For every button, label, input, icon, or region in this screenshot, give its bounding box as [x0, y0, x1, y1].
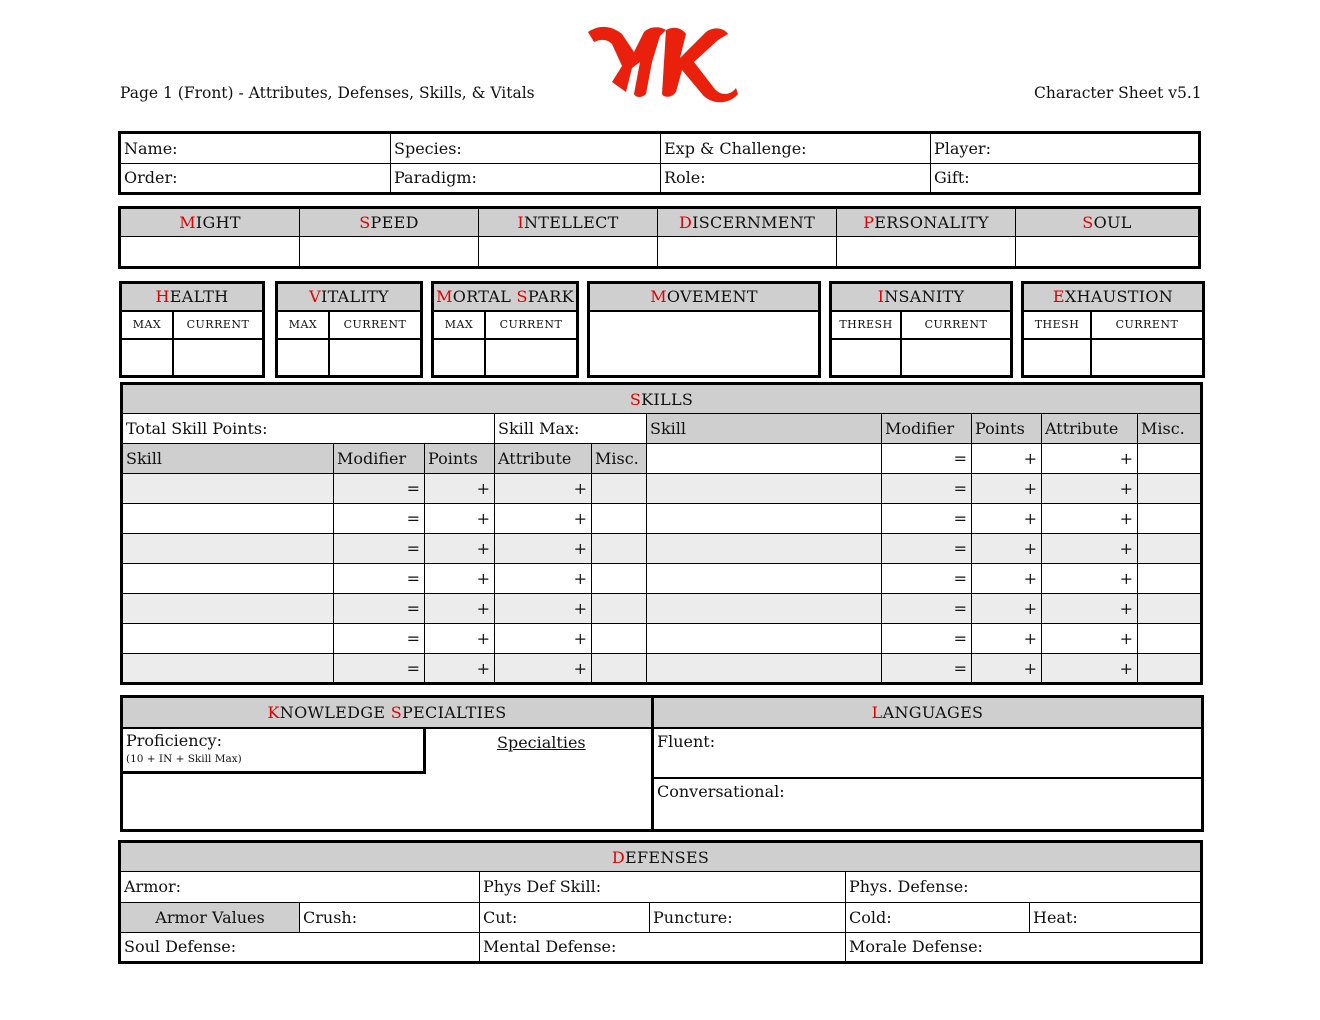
skill-name-input[interactable] — [647, 564, 882, 594]
mortal-spark-current-label: CURRENT — [499, 318, 563, 331]
skill-points-input[interactable]: + — [425, 564, 495, 594]
skill-attribute-input[interactable]: + — [1042, 534, 1138, 564]
paradigm-field[interactable]: Paradigm: — [391, 163, 661, 194]
skill-points-input[interactable]: + — [972, 504, 1042, 534]
skill-misc-input[interactable] — [1138, 654, 1202, 684]
skill-misc-input[interactable] — [592, 534, 647, 564]
skill-row-right-name[interactable] — [647, 444, 882, 474]
heat-field[interactable]: Heat: — [1030, 902, 1202, 932]
left-attribute-header: Attribute — [495, 444, 592, 474]
skill-name-input[interactable] — [122, 534, 334, 564]
skill-attribute-input[interactable]: + — [495, 504, 592, 534]
gift-field[interactable]: Gift: — [931, 163, 1200, 194]
skill-name-input[interactable] — [122, 564, 334, 594]
insanity-box — [829, 281, 1013, 378]
skill-points-input[interactable]: + — [425, 534, 495, 564]
exhaustion-thresh-input[interactable] — [1024, 340, 1092, 376]
skill-misc-input[interactable] — [1138, 564, 1202, 594]
skill-modifier-input[interactable]: = — [334, 654, 425, 684]
skill-points-input[interactable]: + — [972, 534, 1042, 564]
exp-challenge-field[interactable]: Exp & Challenge: — [661, 133, 931, 164]
skill-attribute-input[interactable]: + — [1042, 594, 1138, 624]
left-points-header: Points — [425, 444, 495, 474]
skill-attribute-input[interactable]: + — [1042, 504, 1138, 534]
skill-attribute-input[interactable]: + — [1042, 564, 1138, 594]
skill-attribute-input[interactable]: + — [495, 474, 592, 504]
attr-personality-value[interactable] — [837, 237, 1016, 268]
identity-table — [118, 131, 1201, 195]
page-subtitle: Page 1 (Front) - Attributes, Defenses, Skills, & Vitals — [120, 84, 535, 102]
vitality-max-input[interactable] — [278, 340, 330, 376]
movement-box — [587, 281, 821, 378]
mk-logo — [582, 22, 742, 104]
skill-points-input[interactable]: + — [972, 624, 1042, 654]
languages-section — [654, 698, 1201, 829]
specialties-heading: Specialties — [497, 733, 586, 752]
skill-points-input[interactable]: + — [425, 594, 495, 624]
skill-modifier-input[interactable]: = — [334, 474, 425, 504]
soul-defense-field[interactable]: Soul Defense: — [120, 932, 480, 962]
skill-row — [122, 564, 1202, 594]
skill-misc-input[interactable] — [1138, 534, 1202, 564]
armor-values-label: Armor Values — [120, 902, 300, 932]
skill-name-input[interactable] — [647, 624, 882, 654]
knowledge-languages-box — [120, 695, 1204, 832]
vitality-current-label: CURRENT — [343, 318, 407, 331]
exhaustion-current-input[interactable] — [1092, 340, 1202, 376]
skill-name-input[interactable] — [122, 474, 334, 504]
proficiency-formula: (10 + IN + Skill Max) — [126, 753, 242, 765]
morale-defense-field[interactable]: Morale Defense: — [846, 932, 1202, 962]
skill-misc-input[interactable] — [592, 564, 647, 594]
right-modifier-header: Modifier — [882, 414, 972, 444]
skill-max-field[interactable]: Skill Max: — [495, 414, 647, 444]
skill-modifier-input[interactable]: = — [334, 564, 425, 594]
skill-name-input[interactable] — [647, 534, 882, 564]
skill-modifier-input[interactable]: = — [882, 654, 972, 684]
health-current-input[interactable] — [174, 340, 262, 376]
attr-intellect-header: INTELLECT — [479, 208, 658, 237]
right-skill-header: Skill — [647, 414, 882, 444]
left-misc-header: Misc. — [592, 444, 647, 474]
skill-misc-input[interactable] — [592, 654, 647, 684]
attr-soul-header: SOUL — [1016, 208, 1200, 237]
skill-row-right-points[interactable]: + — [972, 444, 1042, 474]
mortal-spark-max-label: MAX — [434, 312, 486, 338]
health-max-label: MAX — [122, 312, 174, 338]
skill-misc-input[interactable] — [592, 624, 647, 654]
attr-personality-header: PERSONALITY — [837, 208, 1016, 237]
skill-attribute-input[interactable]: + — [495, 624, 592, 654]
skill-points-input[interactable]: + — [972, 474, 1042, 504]
attr-intellect-value[interactable] — [479, 237, 658, 268]
attributes-table — [118, 206, 1201, 269]
logo-text: MK — [662, 102, 664, 103]
exhaustion-title: EXHAUSTION — [1024, 284, 1202, 312]
skills-title: SKILLS — [122, 384, 1202, 414]
sheet-version: Character Sheet v5.1 — [1034, 84, 1202, 102]
skill-attribute-input[interactable]: + — [495, 564, 592, 594]
attr-speed-header: SPEED — [300, 208, 479, 237]
skill-row — [122, 654, 1202, 684]
skill-modifier-input[interactable]: = — [334, 624, 425, 654]
skill-name-input[interactable] — [122, 504, 334, 534]
skill-modifier-input[interactable]: = — [882, 474, 972, 504]
mortal-spark-title: MORTAL SPARK — [434, 284, 576, 312]
skill-name-input[interactable] — [647, 474, 882, 504]
skill-misc-input[interactable] — [1138, 594, 1202, 624]
languages-title: LANGUAGES — [654, 698, 1201, 729]
skill-attribute-input[interactable]: + — [1042, 654, 1138, 684]
insanity-current-input[interactable] — [902, 340, 1010, 376]
skill-row-right-attribute[interactable]: + — [1042, 444, 1138, 474]
order-field[interactable]: Order: — [120, 163, 391, 194]
mortal-spark-box — [431, 281, 579, 378]
skill-name-input[interactable] — [122, 654, 334, 684]
skill-modifier-input[interactable]: = — [882, 534, 972, 564]
attr-speed-value[interactable] — [300, 237, 479, 268]
skill-row — [122, 534, 1202, 564]
phys-defense-field[interactable]: Phys. Defense: — [846, 872, 1202, 902]
defenses-table — [118, 840, 1203, 964]
role-field[interactable]: Role: — [661, 163, 931, 194]
skill-misc-input[interactable] — [592, 594, 647, 624]
skill-points-input[interactable]: + — [972, 654, 1042, 684]
movement-title: MOVEMENT — [590, 284, 818, 312]
skill-name-input[interactable] — [647, 594, 882, 624]
skill-attribute-input[interactable]: + — [1042, 624, 1138, 654]
insanity-current-label: CURRENT — [924, 318, 988, 331]
skill-modifier-input[interactable]: = — [882, 504, 972, 534]
skill-row — [122, 504, 1202, 534]
puncture-field[interactable]: Puncture: — [650, 902, 846, 932]
right-points-header: Points — [972, 414, 1042, 444]
skill-points-input[interactable]: + — [425, 504, 495, 534]
attr-discernment-value[interactable] — [658, 237, 837, 268]
skill-name-input[interactable] — [647, 654, 882, 684]
fluent-field[interactable]: Fluent: — [654, 729, 1201, 779]
skill-row-right-misc[interactable] — [1138, 444, 1202, 474]
skill-attribute-input[interactable]: + — [495, 534, 592, 564]
skill-modifier-input[interactable]: = — [334, 594, 425, 624]
total-skill-points-field[interactable]: Total Skill Points: — [122, 414, 495, 444]
mortal-spark-max-input[interactable] — [434, 340, 486, 376]
skill-name-input[interactable] — [647, 504, 882, 534]
skill-misc-input[interactable] — [1138, 474, 1202, 504]
skill-attribute-input[interactable]: + — [495, 594, 592, 624]
movement-input[interactable] — [590, 312, 818, 374]
exhaustion-current-label: CURRENT — [1115, 318, 1179, 331]
defenses-title: DEFENSES — [120, 842, 1202, 872]
skill-modifier-input[interactable]: = — [882, 594, 972, 624]
crush-field[interactable]: Crush: — [300, 902, 480, 932]
attr-might-header: MIGHT — [120, 208, 300, 237]
conversational-field[interactable]: Conversational: — [657, 782, 785, 801]
health-current-label: CURRENT — [186, 318, 250, 331]
name-field[interactable]: Name: — [120, 133, 391, 164]
left-modifier-header: Modifier — [334, 444, 425, 474]
skill-name-input[interactable] — [122, 594, 334, 624]
player-field[interactable]: Player: — [931, 133, 1200, 164]
skill-points-input[interactable]: + — [972, 594, 1042, 624]
vitality-title: VITALITY — [278, 284, 420, 312]
insanity-thresh-input[interactable] — [832, 340, 902, 376]
skill-points-input[interactable]: + — [425, 654, 495, 684]
attr-soul-value[interactable] — [1016, 237, 1200, 268]
skill-points-input[interactable]: + — [425, 474, 495, 504]
health-max-input[interactable] — [122, 340, 174, 376]
skill-misc-input[interactable] — [592, 504, 647, 534]
skill-points-input[interactable]: + — [425, 624, 495, 654]
knowledge-title: KNOWLEDGE SPECIALTIES — [123, 698, 651, 729]
armor-field[interactable]: Armor: — [120, 872, 480, 902]
vitality-max-label: MAX — [278, 312, 330, 338]
skill-misc-input[interactable] — [592, 474, 647, 504]
left-skill-header: Skill — [122, 444, 334, 474]
exhaustion-box — [1021, 281, 1205, 378]
skills-table — [120, 382, 1203, 685]
cold-field[interactable]: Cold: — [846, 902, 1030, 932]
skill-row-right-modifier[interactable]: = — [882, 444, 972, 474]
mental-defense-field[interactable]: Mental Defense: — [480, 932, 846, 962]
attr-discernment-header: DISCERNMENT — [658, 208, 837, 237]
cut-field[interactable]: Cut: — [480, 902, 650, 932]
exhaustion-thresh-label: THESH — [1024, 312, 1092, 338]
health-box — [119, 281, 265, 378]
vitality-box — [275, 281, 423, 378]
skill-attribute-input[interactable]: + — [1042, 474, 1138, 504]
skill-name-input[interactable] — [122, 624, 334, 654]
phys-def-skill-field[interactable]: Phys Def Skill: — [480, 872, 846, 902]
skill-points-input[interactable]: + — [972, 564, 1042, 594]
skill-attribute-input[interactable]: + — [495, 654, 592, 684]
skill-modifier-input[interactable]: = — [882, 564, 972, 594]
attr-might-value[interactable] — [120, 237, 300, 268]
health-title: HEALTH — [122, 284, 262, 312]
skill-misc-input[interactable] — [1138, 504, 1202, 534]
right-attribute-header: Attribute — [1042, 414, 1138, 444]
skill-row — [122, 624, 1202, 654]
insanity-title: INSANITY — [832, 284, 1010, 312]
skill-misc-input[interactable] — [1138, 624, 1202, 654]
right-misc-header: Misc. — [1138, 414, 1202, 444]
insanity-thresh-label: THRESH — [832, 312, 902, 338]
skill-modifier-input[interactable]: = — [334, 504, 425, 534]
species-field[interactable]: Species: — [391, 133, 661, 164]
proficiency-field[interactable] — [123, 729, 426, 774]
vitality-current-input[interactable] — [330, 340, 420, 376]
skill-row — [122, 474, 1202, 504]
skill-row — [122, 594, 1202, 624]
mortal-spark-current-input[interactable] — [486, 340, 576, 376]
skill-modifier-input[interactable]: = — [334, 534, 425, 564]
proficiency-label: Proficiency: — [126, 731, 222, 750]
knowledge-section — [123, 698, 654, 829]
skill-modifier-input[interactable]: = — [882, 624, 972, 654]
